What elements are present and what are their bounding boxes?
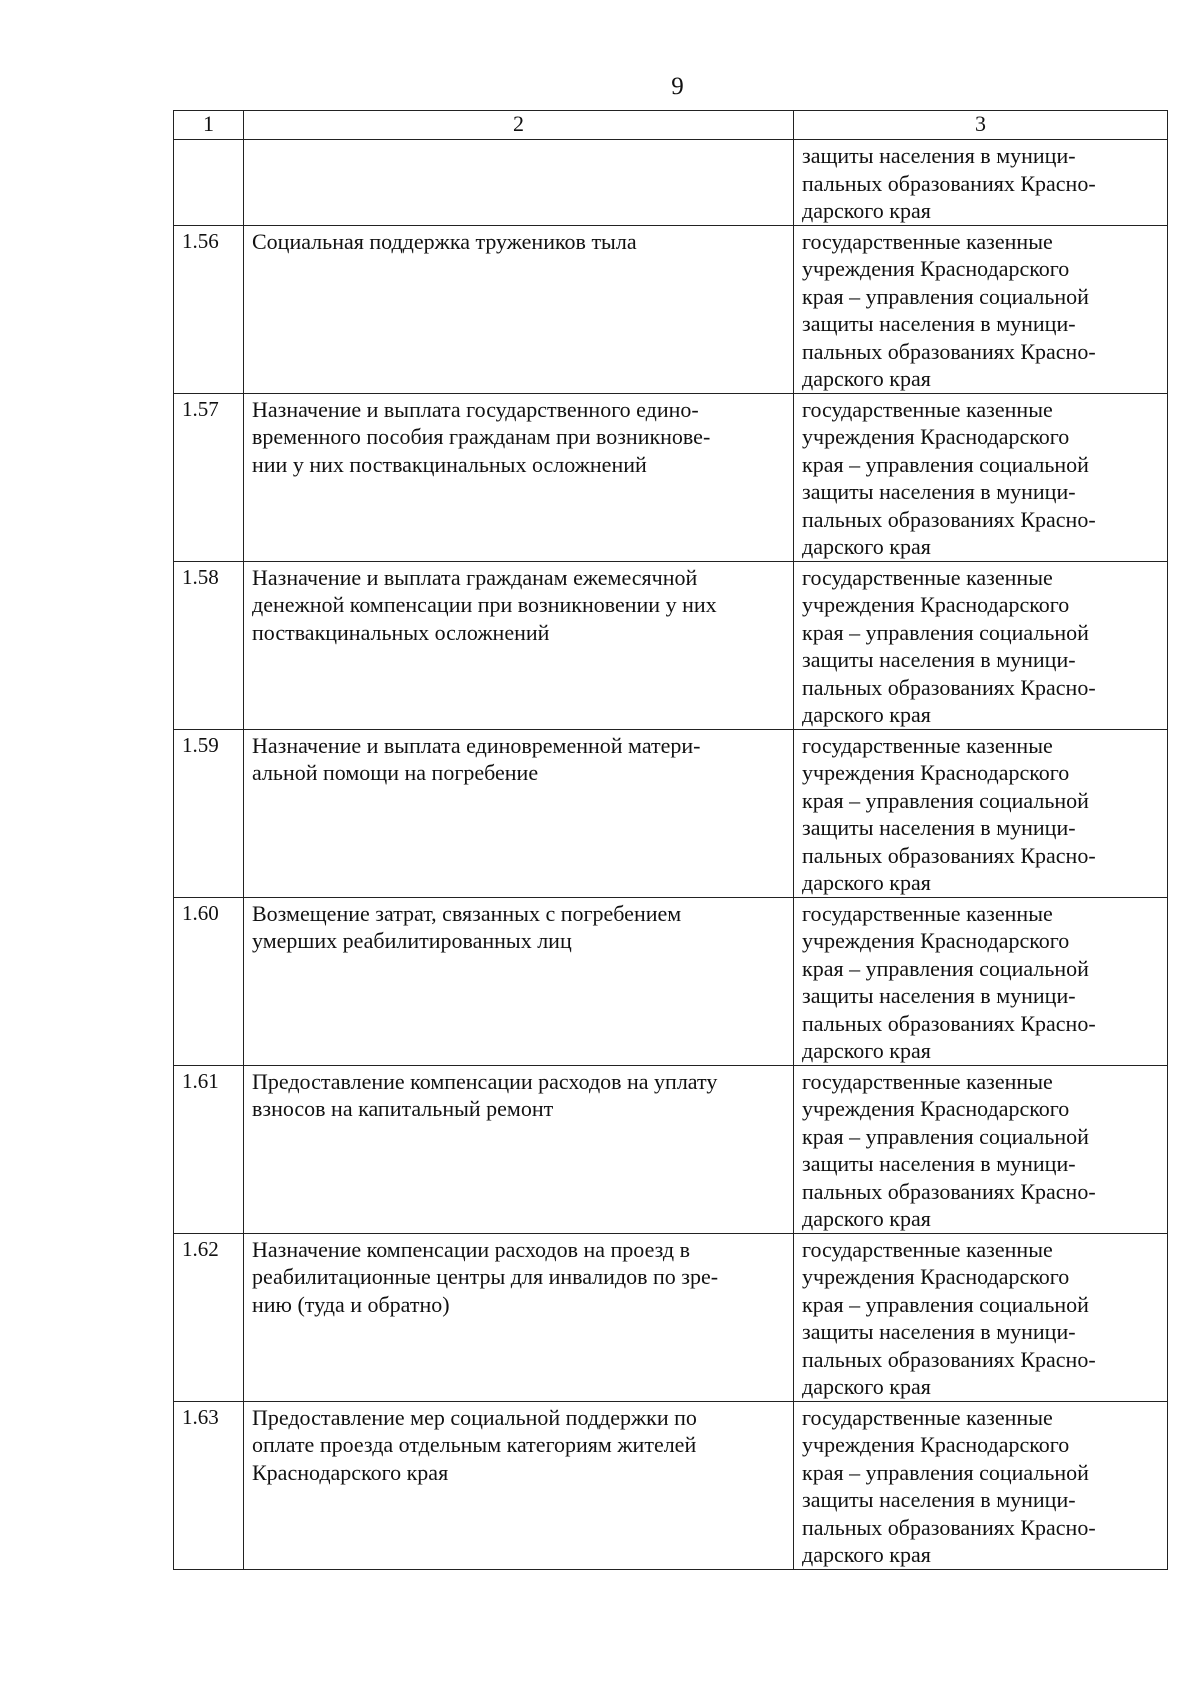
- service-name: Назначение и выплата государственного едино- временного пособия гражданам при возникнове- нии у них поствакцинальных осложнений: [252, 396, 711, 477]
- service-name: Назначение компенсации расходов на проезд в реабилитационные центры для инвалидов по зре- нию (туда и обратно): [252, 1236, 719, 1317]
- row-number-cell: [174, 140, 244, 226]
- institution-name: государственные казенные учреждения Краснодарского края – управления социальной защиты населения в муници- пальных образованиях Красно- дарского края: [802, 396, 1096, 559]
- row-number-cell: [174, 1233, 244, 1401]
- institution-cell: [794, 1233, 1168, 1401]
- service-cell: [244, 140, 794, 226]
- row-number: 1.59: [182, 732, 219, 757]
- row-number: 1.60: [182, 900, 219, 925]
- institution-cell: [794, 1401, 1168, 1569]
- row-number: 1.56: [182, 228, 219, 253]
- row-number: 1.62: [182, 1236, 219, 1261]
- row-number-cell: [174, 1065, 244, 1233]
- institution-name: защиты населения в муници- пальных образованиях Красно- дарского края: [802, 143, 1096, 223]
- row-number-cell: [174, 897, 244, 1065]
- table-row: [174, 897, 1168, 1065]
- table-row: [174, 1233, 1168, 1401]
- table-row: [174, 561, 1168, 729]
- table-header-row: [174, 111, 1168, 140]
- institution-cell: [794, 140, 1168, 226]
- table-row-continuation: [174, 140, 1168, 226]
- institution-name: государственные казенные учреждения Краснодарского края – управления социальной защиты населения в муници- пальных образованиях Красно- дарского края: [802, 564, 1096, 727]
- institution-name: государственные казенные учреждения Краснодарского края – управления социальной защиты населения в муници- пальных образованиях Красно- дарского края: [802, 1068, 1096, 1231]
- institution-name: государственные казенные учреждения Краснодарского края – управления социальной защиты населения в муници- пальных образованиях Красно- дарского края: [802, 732, 1096, 895]
- service-name: Назначение и выплата единовременной матери- альной помощи на погребение: [252, 732, 701, 785]
- institution-cell: [794, 1065, 1168, 1233]
- row-number-cell: [174, 393, 244, 561]
- institution-cell: [794, 561, 1168, 729]
- service-name: Предоставление компенсации расходов на уплату взносов на капитальный ремонт: [252, 1068, 718, 1121]
- row-number-cell: [174, 561, 244, 729]
- table-row: [174, 1401, 1168, 1569]
- service-cell: [244, 1401, 794, 1569]
- service-name: Социальная поддержка тружеников тыла: [252, 228, 637, 254]
- institution-cell: [794, 393, 1168, 561]
- service-cell: [244, 225, 794, 393]
- service-name: Назначение и выплата гражданам ежемесячной денежной компенсации при возникновении у них поствакцинальных осложнений: [252, 564, 717, 645]
- row-number: 1.61: [182, 1068, 219, 1093]
- institution-name: государственные казенные учреждения Краснодарского края – управления социальной защиты населения в муници- пальных образованиях Красно- дарского края: [802, 228, 1096, 391]
- institution-name: государственные казенные учреждения Краснодарского края – управления социальной защиты населения в муници- пальных образованиях Красно- дарского края: [802, 1236, 1096, 1399]
- table-row: [174, 225, 1168, 393]
- service-cell: [244, 393, 794, 561]
- service-cell: [244, 561, 794, 729]
- service-name: Возмещение затрат, связанных с погребением умерших реабилитированных лиц: [252, 900, 682, 953]
- service-cell: [244, 1233, 794, 1401]
- service-name: Предоставление мер социальной поддержки по оплате проезда отдельным категориям жителей Краснодарского края: [252, 1404, 697, 1485]
- column-header-institution: 3: [794, 111, 1168, 140]
- column-header-number: 1: [174, 111, 244, 140]
- row-number: 1.57: [182, 396, 219, 421]
- table-row: [174, 393, 1168, 561]
- row-number-cell: [174, 729, 244, 897]
- institution-name: государственные казенные учреждения Краснодарского края – управления социальной защиты населения в муници- пальных образованиях Красно- дарского края: [802, 900, 1096, 1063]
- table-row: [174, 729, 1168, 897]
- institution-cell: [794, 897, 1168, 1065]
- table-row: [174, 1065, 1168, 1233]
- row-number: 1.58: [182, 564, 219, 589]
- page-number: 9: [671, 73, 684, 100]
- services-table: [173, 110, 1168, 1570]
- row-number: 1.63: [182, 1404, 219, 1429]
- row-number-cell: [174, 1401, 244, 1569]
- institution-name: государственные казенные учреждения Краснодарского края – управления социальной защиты населения в муници- пальных образованиях Красно- дарского края: [802, 1404, 1096, 1567]
- column-header-service: 2: [244, 111, 794, 140]
- service-cell: [244, 897, 794, 1065]
- institution-cell: [794, 225, 1168, 393]
- institution-cell: [794, 729, 1168, 897]
- row-number-cell: [174, 225, 244, 393]
- service-cell: [244, 729, 794, 897]
- service-cell: [244, 1065, 794, 1233]
